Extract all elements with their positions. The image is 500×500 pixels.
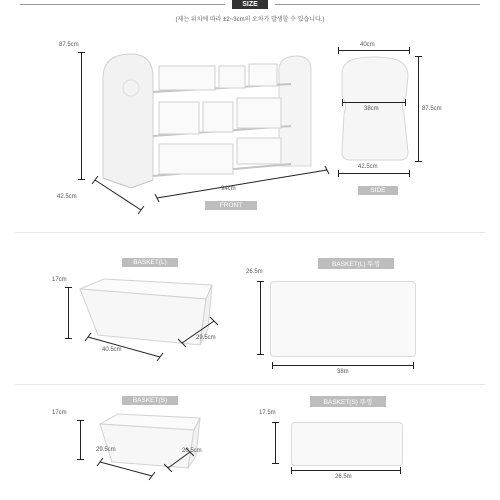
basket-l-lid-height-label: 26.5m [246, 269, 263, 275]
basket-s-width-label: 29.5cm [96, 447, 116, 453]
front-width-dim [153, 164, 333, 204]
basket-l-lid-tag: BASKET(L) 뚜껑 [318, 258, 394, 269]
basket-l-height-dim [68, 287, 69, 339]
front-height-label: 87.5cm [59, 42, 79, 48]
front-depth-dim [91, 176, 147, 216]
side-height-label: 87.5cm [422, 106, 442, 112]
basket-s-lid-width-dim [291, 470, 401, 471]
basket-l-lid-image [270, 281, 416, 357]
side-bottom-width-label: 42.5cm [358, 164, 378, 170]
basket-l-lid-width-dim [272, 365, 414, 366]
basket-s-lid-height-dim [275, 422, 276, 464]
basket-l-width-dim [84, 333, 164, 363]
front-tag: FRONT [205, 201, 257, 210]
basket-l-lid-section [240, 255, 440, 385]
front-height-dim [81, 52, 82, 180]
front-width-label: 94cm [221, 186, 236, 192]
divider-1 [15, 232, 485, 233]
divider-2 [15, 384, 485, 385]
front-depth-label: 42.5cm [57, 194, 77, 200]
side-mid-width-dim [342, 102, 406, 103]
basket-s-width-dim [96, 458, 156, 482]
basket-l-height-label: 17cm [52, 277, 67, 283]
size-title-bar [0, 0, 500, 10]
side-bottom-width-dim [338, 173, 410, 174]
basket-l-section [40, 255, 235, 375]
basket-l-tag: BASKET(L) [122, 258, 178, 267]
basket-s-height-dim [80, 420, 81, 460]
basket-s-lid-width-label: 26.5m [335, 474, 352, 480]
basket-s-depth-label: 20.5cm [182, 448, 202, 454]
tolerance-note: (제는 위치에 따라 ±2~3cm의 오차가 발생할 수 있습니다.) [175, 17, 325, 23]
side-height-dim [418, 56, 419, 162]
front-view [55, 40, 335, 215]
basket-s-lid-image [291, 422, 403, 466]
basket-l-depth-dim [178, 317, 218, 347]
side-tag: SIDE [358, 186, 398, 195]
side-top-width-label: 40cm [360, 42, 375, 48]
basket-l-width-label: 40.5cm [102, 347, 122, 353]
basket-s-section [40, 392, 235, 500]
size-title: SIZE [232, 0, 268, 9]
basket-l-depth-label: 29.5cm [196, 335, 216, 341]
side-view [330, 40, 495, 200]
basket-s-tag: BASKET(S) [122, 396, 178, 405]
basket-s-lid-tag: BASKET(S) 뚜껑 [310, 396, 386, 407]
side-mid-width-label: 38cm [364, 106, 379, 112]
basket-s-lid-section [255, 392, 435, 500]
basket-s-height-label: 17cm [52, 410, 67, 416]
basket-s-lid-height-label: 17.5m [259, 410, 276, 416]
basket-l-lid-height-dim [260, 281, 261, 355]
basket-l-lid-width-label: 38m [337, 369, 349, 375]
side-top-width-dim [338, 50, 410, 51]
